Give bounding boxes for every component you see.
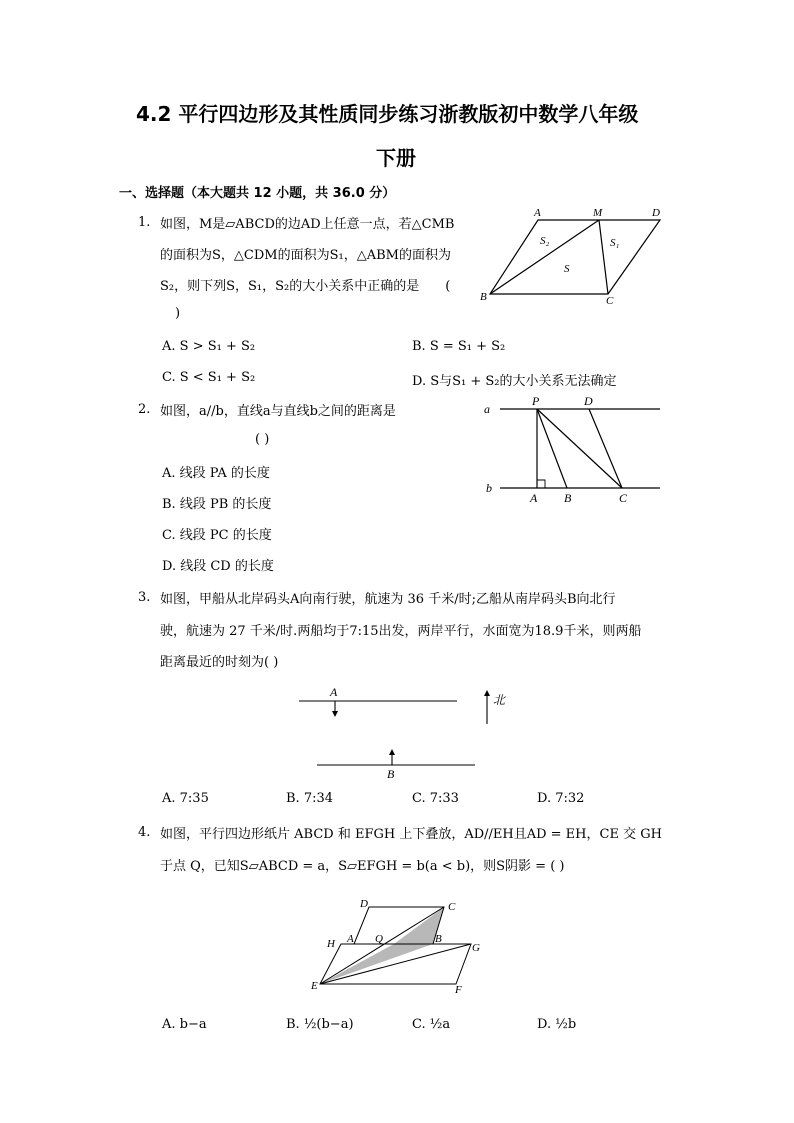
label-C: C <box>619 491 628 505</box>
segment-mb <box>490 220 599 294</box>
label-A: A <box>330 685 338 699</box>
parallelogram-figure <box>476 202 672 310</box>
segment-mc <box>599 220 608 294</box>
option-c[interactable]: C. 7:33 <box>412 791 459 806</box>
page-title: 4.2 平行四边形及其性质同步练习浙教版初中数学八年级 <box>136 102 639 126</box>
label-B: B <box>435 933 442 945</box>
label-G: G <box>472 942 480 954</box>
question-text-line: 距离最近的时刻为( ) <box>160 655 279 670</box>
option-d[interactable]: D. 7:32 <box>537 791 585 806</box>
label-A: A <box>347 933 354 945</box>
option-a[interactable]: A. 7:35 <box>162 791 209 806</box>
label-S: S <box>564 263 570 275</box>
option-b[interactable]: B. 7:34 <box>286 791 334 806</box>
question-number: 3. <box>138 590 151 605</box>
segment-pc <box>537 409 622 488</box>
segment-cd <box>589 409 622 488</box>
ship-b-arrowhead <box>389 749 395 755</box>
label-B: B <box>564 491 572 505</box>
label-D: D <box>652 207 660 219</box>
option-c[interactable]: C. 线段 PC 的长度 <box>162 528 272 543</box>
label-E: E <box>311 980 318 992</box>
option-a[interactable]: A. 线段 PA 的长度 <box>162 466 270 481</box>
question-text-line: S₂，则下列S，S₁，S₂的大小关系中正确的是 ( <box>160 279 451 294</box>
parallelogram-abcd <box>490 220 660 294</box>
label-S1: S₁ <box>610 237 620 249</box>
page-title-line2: 下册 <box>376 146 416 170</box>
option-d[interactable]: D. ½b <box>537 1017 577 1032</box>
label-D: D <box>584 394 593 408</box>
option-a[interactable]: A. S > S₁ + S₂ <box>162 339 256 354</box>
section-heading: 一、选择题（本大题共 12 小题，共 36.0 分） <box>119 186 396 201</box>
overlapping-parallelograms-figure <box>305 893 500 998</box>
question-text-line: 如图，M是▱ABCD的边AD上任意一点，若△CMB <box>160 217 455 232</box>
label-north: 北 <box>493 693 506 707</box>
option-c[interactable]: C. ½a <box>412 1017 451 1032</box>
ship-a-arrowhead <box>332 711 338 717</box>
river-figure <box>295 684 515 784</box>
label-H: H <box>327 938 335 950</box>
north-arrowhead <box>484 690 490 696</box>
label-C: C <box>448 901 456 913</box>
question-number: 2. <box>138 402 151 417</box>
shaded-triangle-1 <box>320 944 433 984</box>
label-D: D <box>360 898 368 910</box>
label-S2: S₂ <box>540 235 550 247</box>
label-M: M <box>593 207 603 219</box>
label-A: A <box>534 207 541 219</box>
option-b[interactable]: B. S = S₁ + S₂ <box>412 339 506 354</box>
option-c[interactable]: C. S < S₁ + S₂ <box>162 370 256 385</box>
option-d[interactable]: D. S与S₁ + S₂的大小关系无法确定 <box>412 374 617 389</box>
question-text-line: ) <box>175 306 181 321</box>
question-text-line: 于点 Q，已知S▱ABCD = a，S▱EFGH = b(a < b)，则S阴影 = ( ) <box>160 859 565 874</box>
option-d[interactable]: D. 线段 CD 的长度 <box>162 559 274 574</box>
question-text-line: 的面积为S，△CDM的面积为S₁，△ABM的面积为 <box>160 248 451 263</box>
parallel-lines-figure <box>480 392 665 507</box>
option-b[interactable]: B. ½(b−a) <box>286 1017 354 1032</box>
label-B: B <box>480 291 487 303</box>
right-angle-mark <box>537 480 545 488</box>
question-number: 4. <box>138 825 151 840</box>
question-text-line: 驶，航速为 27 千米/时.两船均于7:15出发，两岸平行，水面宽为18.9千米，则两船 <box>160 624 642 639</box>
question-text-line: ( ) <box>255 432 270 447</box>
option-b[interactable]: B. 线段 PB 的长度 <box>162 497 272 512</box>
label-A: A <box>530 491 538 505</box>
question-number: 1. <box>138 215 151 230</box>
label-B: B <box>387 767 395 781</box>
question-text-line: 如图，平行四边形纸片 ABCD 和 EFGH 上下叠放，AD//EH且AD = EH，CE 交 GH <box>160 827 662 842</box>
label-Q: Q <box>375 933 383 945</box>
question-text-line: 如图，甲船从北岸码头A向南行驶，航速为 36 千米/时;乙船从南岸码头B向北行 <box>160 592 616 607</box>
label-P: P <box>532 394 540 408</box>
label-a: a <box>484 402 490 416</box>
label-C: C <box>606 295 614 307</box>
question-text-line: 如图，a//b，直线a与直线b之间的距离是 <box>160 404 396 419</box>
option-a[interactable]: A. b−a <box>162 1017 207 1032</box>
segment-pb <box>537 409 567 488</box>
label-b: b <box>486 481 492 495</box>
label-F: F <box>455 984 462 996</box>
